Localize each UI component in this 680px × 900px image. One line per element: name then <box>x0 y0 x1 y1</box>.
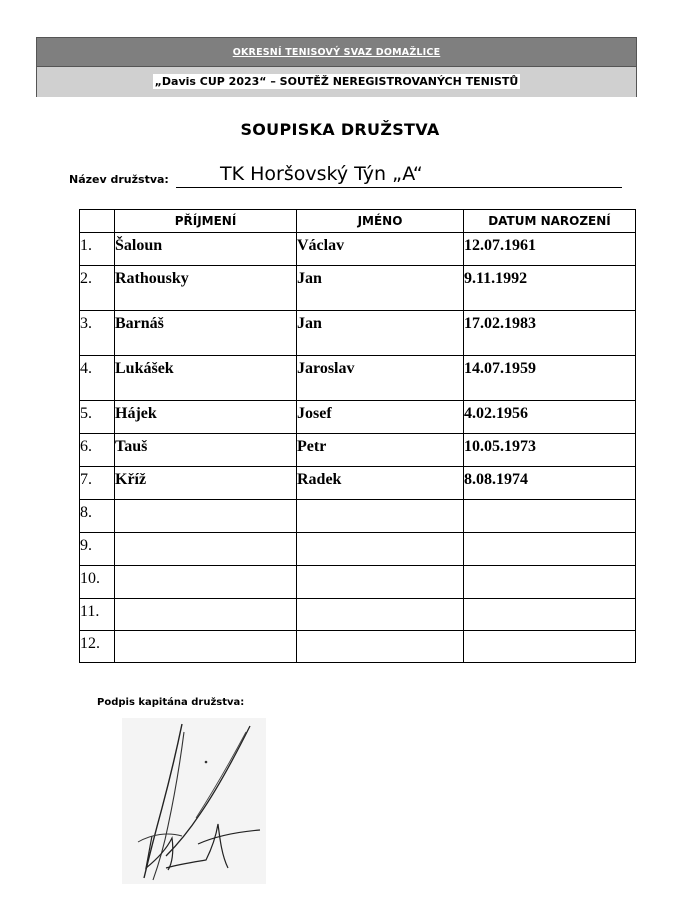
date-of-birth-cell: 14.07.1959 <box>464 356 636 401</box>
date-of-birth-cell: 4.02.1956 <box>464 401 636 434</box>
column-header-first-name: JMÉNO <box>297 210 464 233</box>
first-name-cell: Jan <box>297 266 464 311</box>
table-row <box>80 533 636 566</box>
date-of-birth-cell: 17.02.1983 <box>464 311 636 356</box>
row-number: 2. <box>80 266 115 311</box>
date-of-birth-cell <box>464 566 636 599</box>
first-name-cell: Václav <box>297 233 464 266</box>
date-of-birth-cell: 9.11.1992 <box>464 266 636 311</box>
table-row <box>80 434 636 467</box>
first-name-cell: Petr <box>297 434 464 467</box>
surname-cell: Rathousky <box>115 266 297 311</box>
row-number: 3. <box>80 311 115 356</box>
date-of-birth-cell: 10.05.1973 <box>464 434 636 467</box>
table-row <box>80 311 636 356</box>
row-number: 6. <box>80 434 115 467</box>
table-row <box>80 467 636 500</box>
surname-cell: Lukášek <box>115 356 297 401</box>
surname-cell <box>115 631 297 663</box>
column-header-number <box>80 210 115 233</box>
row-number: 5. <box>80 401 115 434</box>
row-number: 8. <box>80 500 115 533</box>
column-header-surname: PŘÍJMENÍ <box>115 210 297 233</box>
surname-cell: Hájek <box>115 401 297 434</box>
table-header-row <box>80 210 636 233</box>
table-row <box>80 500 636 533</box>
surname-cell <box>115 566 297 599</box>
row-number: 9. <box>80 533 115 566</box>
first-name-cell: Jaroslav <box>297 356 464 401</box>
row-number: 4. <box>80 356 115 401</box>
row-number: 7. <box>80 467 115 500</box>
date-of-birth-cell <box>464 500 636 533</box>
date-of-birth-cell: 12.07.1961 <box>464 233 636 266</box>
first-name-cell <box>297 500 464 533</box>
header-organization-bar <box>37 38 636 67</box>
roster-table <box>79 209 636 663</box>
column-header-date-of-birth: DATUM NAROZENÍ <box>464 210 636 233</box>
first-name-cell <box>297 599 464 631</box>
surname-cell <box>115 500 297 533</box>
signature-label: Podpis kapitána družstva: <box>97 697 245 708</box>
team-name-value: TK Horšovský Týn „A“ <box>220 163 423 185</box>
first-name-cell: Jan <box>297 311 464 356</box>
first-name-cell <box>297 631 464 663</box>
first-name-cell: Josef <box>297 401 464 434</box>
captain-signature <box>122 718 266 884</box>
date-of-birth-cell <box>464 599 636 631</box>
row-number: 12. <box>80 631 115 663</box>
surname-cell <box>115 599 297 631</box>
date-of-birth-cell: 8.08.1974 <box>464 467 636 500</box>
team-name-label: Název družstva: <box>69 173 169 186</box>
row-number: 10. <box>80 566 115 599</box>
first-name-cell <box>297 533 464 566</box>
table-row <box>80 356 636 401</box>
header-competition-bar <box>37 67 636 97</box>
header-box <box>36 37 637 97</box>
table-row <box>80 266 636 311</box>
first-name-cell <box>297 566 464 599</box>
surname-cell: Šaloun <box>115 233 297 266</box>
date-of-birth-cell <box>464 631 636 663</box>
surname-cell: Barnáš <box>115 311 297 356</box>
surname-cell <box>115 533 297 566</box>
surname-cell: Tauš <box>115 434 297 467</box>
team-name-underline <box>176 187 622 188</box>
surname-cell: Kříž <box>115 467 297 500</box>
table-row <box>80 401 636 434</box>
table-row <box>80 631 636 663</box>
signature-scribble <box>122 718 266 884</box>
table-row <box>80 599 636 631</box>
organization-name: OKRESNÍ TENISOVÝ SVAZ DOMAŽLICE <box>232 47 441 58</box>
row-number: 1. <box>80 233 115 266</box>
table-row <box>80 233 636 266</box>
competition-name: „Davis CUP 2023“ – SOUTĚŽ NEREGISTROVANÝCH TENISTŮ <box>154 75 519 88</box>
table-row <box>80 566 636 599</box>
row-number: 11. <box>80 599 115 631</box>
date-of-birth-cell <box>464 533 636 566</box>
document-title: SOUPISKA DRUŽSTVA <box>240 120 440 139</box>
first-name-cell: Radek <box>297 467 464 500</box>
